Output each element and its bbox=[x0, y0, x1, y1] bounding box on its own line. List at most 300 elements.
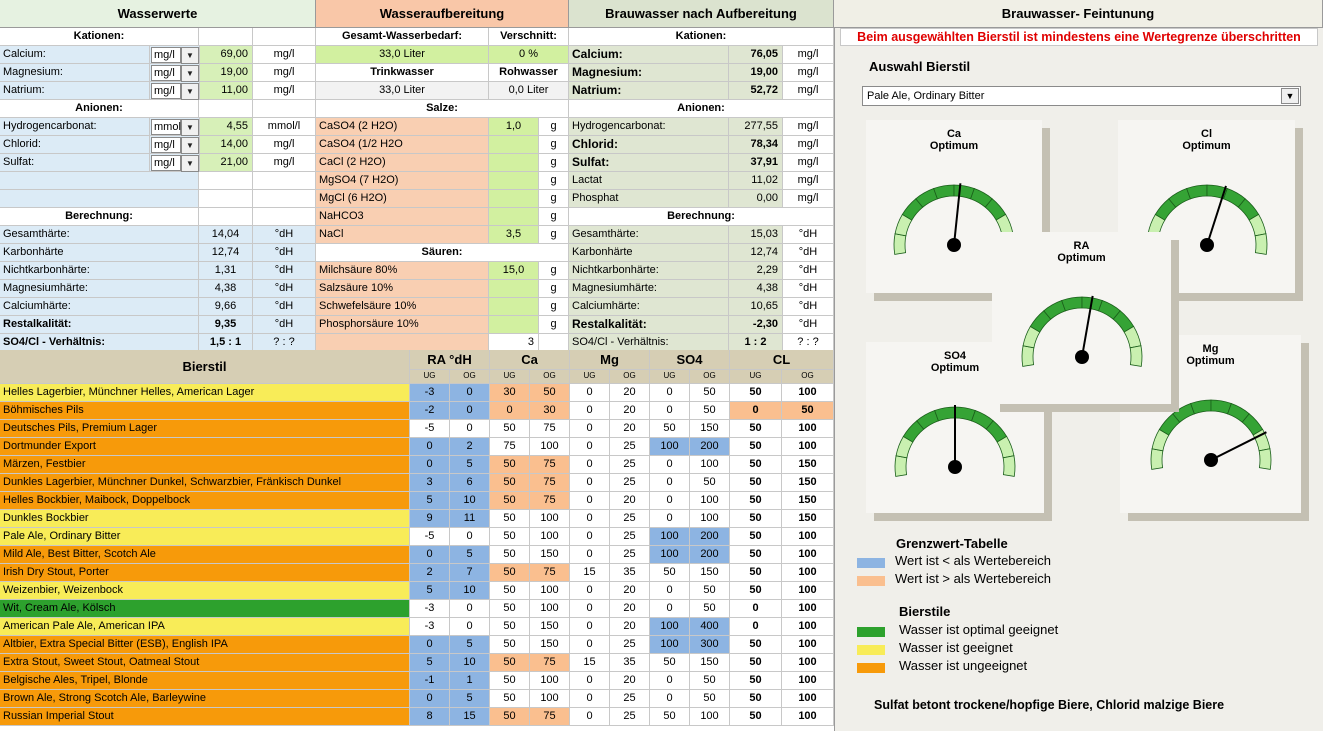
limit-cell: 0 bbox=[650, 456, 690, 474]
ww-cation-unit: mg/l bbox=[253, 64, 316, 82]
gauge-segment bbox=[1259, 449, 1271, 470]
limit-cell: 25 bbox=[610, 690, 650, 708]
ww-anion-unit-select[interactable]: mmol bbox=[151, 119, 181, 135]
ww-cation-unit-select[interactable]: mg/l bbox=[151, 83, 181, 99]
sub-header: UG bbox=[730, 370, 782, 384]
acid-name: Phosphorsäure 10% bbox=[316, 316, 489, 334]
ww-calc-unit: °dH bbox=[253, 280, 316, 298]
ww-cation-unit: mg/l bbox=[253, 82, 316, 100]
limit-cell: 9 bbox=[410, 510, 450, 528]
gauge-title bbox=[1118, 128, 1295, 152]
salt-amount-input[interactable]: 3,5 bbox=[489, 226, 539, 244]
limit-cell: 5 bbox=[410, 492, 450, 510]
ww-anion-value[interactable]: 21,00 bbox=[200, 154, 253, 172]
limit-cell: 50 bbox=[730, 438, 782, 456]
limit-cell: 11 bbox=[450, 510, 490, 528]
limit-cell: 75 bbox=[530, 492, 570, 510]
limit-cell: 50 bbox=[730, 474, 782, 492]
limit-cell: 100 bbox=[782, 600, 834, 618]
bierstil-row-name[interactable]: American Pale Ale, American IPA bbox=[0, 618, 410, 636]
limit-cell: 75 bbox=[490, 438, 530, 456]
salt-name: NaHCO3 bbox=[316, 208, 489, 226]
bierstil-row-name[interactable]: Helles Lagerbier, Münchner Helles, American Lager bbox=[0, 384, 410, 402]
limit-cell: 0 bbox=[410, 438, 450, 456]
rohwasser-label: Rohwasser bbox=[489, 64, 569, 82]
limit-cell: 50 bbox=[730, 690, 782, 708]
ww-calc-value: 12,74 bbox=[199, 244, 253, 262]
limit-cell: 0 bbox=[730, 402, 782, 420]
group-header: Mg bbox=[570, 350, 650, 370]
bw-so4cl-value: 1 : 2 bbox=[729, 334, 783, 352]
gauge-segment bbox=[1003, 456, 1015, 477]
legend-below-text: Wert ist < als Wertebereich bbox=[895, 553, 1051, 568]
limit-cell: 0 bbox=[450, 528, 490, 546]
limit-cell: 50 bbox=[730, 546, 782, 564]
ww-anion-value[interactable]: 4,55 bbox=[200, 118, 253, 136]
limit-cell: 50 bbox=[490, 600, 530, 618]
gauge-hub bbox=[1075, 350, 1089, 364]
salt-amount-input[interactable] bbox=[489, 154, 539, 172]
salt-amount-input[interactable] bbox=[489, 136, 539, 154]
limit-cell: 100 bbox=[650, 528, 690, 546]
limit-cell: 0 bbox=[410, 456, 450, 474]
limit-cell: 0 bbox=[570, 618, 610, 636]
limit-cell: 20 bbox=[610, 582, 650, 600]
acid-amount-input[interactable] bbox=[489, 298, 539, 316]
legend-above-swatch bbox=[857, 576, 885, 586]
limit-cell: 0 bbox=[650, 672, 690, 690]
limit-cell: 400 bbox=[690, 618, 730, 636]
limit-cell: 0 bbox=[490, 402, 530, 420]
salt-unit: g bbox=[539, 136, 569, 154]
limit-cell: 2 bbox=[450, 438, 490, 456]
ww-cation-value[interactable]: 11,00 bbox=[200, 82, 253, 100]
ww-cation-unit: mg/l bbox=[253, 46, 316, 64]
bierstil-row-name[interactable]: Russian Imperial Stout bbox=[0, 708, 410, 726]
bw-anion-unit: mg/l bbox=[783, 172, 834, 190]
gauge-segment bbox=[935, 407, 955, 421]
cell bbox=[253, 190, 316, 208]
bw-calc-name: Restalkalität: bbox=[569, 316, 729, 334]
acid-name: Salzsäure 10% bbox=[316, 280, 489, 298]
limit-cell: 50 bbox=[690, 384, 730, 402]
limit-cell: 6 bbox=[450, 474, 490, 492]
bw-calc-unit: °dH bbox=[783, 244, 834, 262]
bw-calc-name: Karbonhärte bbox=[569, 244, 729, 262]
bw-cation-unit: mg/l bbox=[783, 46, 834, 64]
chevron-down-icon[interactable]: ▼ bbox=[181, 119, 199, 136]
bw-calc-value: -2,30 bbox=[729, 316, 783, 334]
limit-cell: 50 bbox=[690, 600, 730, 618]
limit-cell: 50 bbox=[690, 474, 730, 492]
bw-calc-value: 4,38 bbox=[729, 280, 783, 298]
limit-cell: 15 bbox=[570, 564, 610, 582]
bw-anion-name: Lactat bbox=[569, 172, 729, 190]
ww-calc-unit: °dH bbox=[253, 316, 316, 334]
limit-cell: 75 bbox=[530, 474, 570, 492]
limit-cell: -3 bbox=[410, 384, 450, 402]
cell bbox=[199, 100, 253, 118]
limit-cell: 200 bbox=[690, 528, 730, 546]
ww-cation-unit-select[interactable]: mg/l bbox=[151, 47, 181, 63]
limit-cell: 100 bbox=[782, 420, 834, 438]
bierstil-row-name[interactable]: Dunkles Bockbier bbox=[0, 510, 410, 528]
acid-unit: g bbox=[539, 280, 569, 298]
limit-cell: -3 bbox=[410, 600, 450, 618]
cell bbox=[199, 28, 253, 46]
berechnung-label: Berechnung: bbox=[0, 208, 199, 226]
limit-cell: 0 bbox=[450, 420, 490, 438]
group-header: SO4 bbox=[650, 350, 730, 370]
limit-cell: 100 bbox=[690, 492, 730, 510]
limit-cell: 2 bbox=[410, 564, 450, 582]
limit-cell: 50 bbox=[730, 636, 782, 654]
bw-anion-unit: mg/l bbox=[783, 154, 834, 172]
limit-cell: 50 bbox=[650, 420, 690, 438]
limit-cell: 0 bbox=[570, 708, 610, 726]
bierstil-row-name[interactable]: Deutsches Pils, Premium Lager bbox=[0, 420, 410, 438]
limit-cell: 100 bbox=[690, 708, 730, 726]
cell bbox=[0, 172, 199, 190]
limit-cell: 5 bbox=[450, 690, 490, 708]
gauge-ra bbox=[992, 232, 1171, 404]
bierstil-header: Bierstil bbox=[0, 350, 410, 384]
bw-anion-name: Chlorid: bbox=[569, 136, 729, 154]
salt-unit: g bbox=[539, 118, 569, 136]
limit-cell: 100 bbox=[650, 546, 690, 564]
limit-cell: 0 bbox=[730, 600, 782, 618]
limit-cell: 100 bbox=[690, 456, 730, 474]
limit-cell: 0 bbox=[450, 618, 490, 636]
gauge-name: RA bbox=[1073, 240, 1090, 252]
limit-cell: 0 bbox=[570, 636, 610, 654]
bierstil-row-name[interactable]: Brown Ale, Strong Scotch Ale, Barleywine bbox=[0, 690, 410, 708]
salt-name: MgSO4 (7 H2O) bbox=[316, 172, 489, 190]
cell bbox=[199, 208, 253, 226]
limit-cell: 100 bbox=[650, 618, 690, 636]
chevron-down-icon[interactable]: ▼ bbox=[181, 137, 199, 154]
bw-berechnung-label: Berechnung: bbox=[569, 208, 834, 226]
ww-so4cl-value: 1,5 : 1 bbox=[199, 334, 253, 352]
bw-anionen-label: Anionen: bbox=[569, 100, 834, 118]
legend-optimal-text: Wasser ist optimal geeignet bbox=[899, 622, 1059, 637]
acid-amount-input[interactable]: 15,0 bbox=[489, 262, 539, 280]
limit-cell: 0 bbox=[410, 690, 450, 708]
limit-cell: 100 bbox=[782, 564, 834, 582]
cell bbox=[253, 28, 316, 46]
limit-cell: 10 bbox=[450, 654, 490, 672]
ww-anion-value[interactable]: 14,00 bbox=[200, 136, 253, 154]
limit-cell: 50 bbox=[730, 384, 782, 402]
limit-cell: 150 bbox=[530, 546, 570, 564]
chevron-down-icon[interactable]: ▼ bbox=[1281, 88, 1299, 104]
ww-anion-name: Chlorid: bbox=[0, 136, 150, 154]
salt-unit: g bbox=[539, 154, 569, 172]
acid-amount-input[interactable] bbox=[489, 280, 539, 298]
limit-cell: 100 bbox=[782, 528, 834, 546]
limit-cell: 0 bbox=[410, 636, 450, 654]
limit-cell: 0 bbox=[570, 492, 610, 510]
bierstil-row-name[interactable]: Extra Stout, Sweet Stout, Oatmeal Stout bbox=[0, 654, 410, 672]
bierstil-row-name[interactable]: Altbier, Extra Special Bitter (ESB), English IPA bbox=[0, 636, 410, 654]
limit-cell: -5 bbox=[410, 420, 450, 438]
limit-cell: 50 bbox=[690, 402, 730, 420]
salt-amount-input[interactable] bbox=[489, 190, 539, 208]
limit-cell: 0 bbox=[570, 672, 610, 690]
ww-anion-unit: mmol/l bbox=[253, 118, 316, 136]
bw-anion-name: Hydrogencarbonat: bbox=[569, 118, 729, 136]
limit-cell: 5 bbox=[410, 582, 450, 600]
bedarf-value[interactable]: 33,0 Liter bbox=[316, 46, 489, 64]
bw-cation-value: 19,00 bbox=[729, 64, 783, 82]
gauge-segment bbox=[1151, 449, 1163, 470]
limit-cell: 100 bbox=[782, 618, 834, 636]
limit-cell: 0 bbox=[730, 618, 782, 636]
limit-cell: 0 bbox=[570, 546, 610, 564]
salt-amount-input[interactable] bbox=[489, 208, 539, 226]
limit-cell: 25 bbox=[610, 636, 650, 654]
salt-unit: g bbox=[539, 208, 569, 226]
bw-anion-value: 277,55 bbox=[729, 118, 783, 136]
group-header: Ca bbox=[490, 350, 570, 370]
limit-cell: 50 bbox=[490, 582, 530, 600]
ww-anion-unit: mg/l bbox=[253, 154, 316, 172]
ww-cation-name: Calcium: bbox=[0, 46, 150, 64]
limit-cell: 0 bbox=[570, 582, 610, 600]
limit-cell: 8 bbox=[410, 708, 450, 726]
limit-cell: 100 bbox=[690, 510, 730, 528]
limit-cell: 100 bbox=[782, 384, 834, 402]
limit-cell: -3 bbox=[410, 618, 450, 636]
limit-cell: 100 bbox=[782, 672, 834, 690]
acid-name: Schwefelsäure 10% bbox=[316, 298, 489, 316]
bw-anion-value: 0,00 bbox=[729, 190, 783, 208]
salt-amount-input[interactable] bbox=[489, 172, 539, 190]
limit-cell: 100 bbox=[530, 600, 570, 618]
limit-cell: 0 bbox=[650, 384, 690, 402]
limit-cell: 0 bbox=[650, 690, 690, 708]
gauge-segment bbox=[934, 185, 954, 199]
bedarf-label: Gesamt-Wasserbedarf: bbox=[316, 28, 489, 46]
bierstil-row-name[interactable]: Pale Ale, Ordinary Bitter bbox=[0, 528, 410, 546]
bierstil-row-name[interactable]: Dortmunder Export bbox=[0, 438, 410, 456]
ww-so4cl-unit: ? : ? bbox=[253, 334, 316, 352]
bierstil-row-name[interactable]: Weizenbier, Weizenbock bbox=[0, 582, 410, 600]
limit-cell: 200 bbox=[690, 546, 730, 564]
chevron-down-icon[interactable]: ▼ bbox=[181, 47, 199, 64]
limit-cell: 50 bbox=[730, 456, 782, 474]
bierstil-row-name[interactable]: Märzen, Festbier bbox=[0, 456, 410, 474]
gauge-hub bbox=[1204, 453, 1218, 467]
ww-calc-name: Gesamthärte: bbox=[0, 226, 199, 244]
aufbereitung-last-value: 3 bbox=[489, 334, 539, 352]
acid-unit: g bbox=[539, 262, 569, 280]
limit-cell: 25 bbox=[610, 510, 650, 528]
sub-header: UG bbox=[490, 370, 530, 384]
legend-above-text: Wert ist > als Wertebereich bbox=[895, 571, 1051, 586]
limit-cell: 10 bbox=[450, 492, 490, 510]
limit-cell: 50 bbox=[782, 402, 834, 420]
limit-cell: 0 bbox=[570, 528, 610, 546]
bw-anion-unit: mg/l bbox=[783, 136, 834, 154]
bw-cation-value: 76,05 bbox=[729, 46, 783, 64]
cell bbox=[253, 208, 316, 226]
acid-unit: g bbox=[539, 298, 569, 316]
limit-cell: 50 bbox=[730, 528, 782, 546]
limit-cell: 50 bbox=[490, 690, 530, 708]
limit-cell: 200 bbox=[690, 438, 730, 456]
rohwasser-value: 0,0 Liter bbox=[489, 82, 569, 100]
limit-cell: 50 bbox=[530, 384, 570, 402]
anionen-label: Anionen: bbox=[0, 100, 199, 118]
limit-cell: 0 bbox=[570, 600, 610, 618]
verschnitt-value[interactable]: 0 % bbox=[489, 46, 569, 64]
bierstil-row-name[interactable]: Mild Ale, Best Bitter, Scotch Ale bbox=[0, 546, 410, 564]
bw-so4cl-name: SO4/Cl - Verhältnis: bbox=[569, 334, 729, 352]
ww-calc-value: 14,04 bbox=[199, 226, 253, 244]
ww-anion-name: Hydrogencarbonat: bbox=[0, 118, 150, 136]
salt-unit: g bbox=[539, 190, 569, 208]
ww-calc-name: Karbonhärte bbox=[0, 244, 199, 262]
legend-geeignet-swatch bbox=[857, 645, 885, 655]
chevron-down-icon[interactable]: ▼ bbox=[181, 83, 199, 100]
bierstil-row-name[interactable]: Belgische Ales, Tripel, Blonde bbox=[0, 672, 410, 690]
limit-cell: 0 bbox=[650, 582, 690, 600]
chevron-down-icon[interactable]: ▼ bbox=[181, 155, 199, 172]
kationen-label: Kationen: bbox=[0, 28, 199, 46]
bw-calc-unit: °dH bbox=[783, 298, 834, 316]
legend-ungeeignet-text: Wasser ist ungeeignet bbox=[899, 658, 1028, 673]
limit-cell: 0 bbox=[450, 600, 490, 618]
limit-cell: 0 bbox=[650, 474, 690, 492]
ww-anion-unit-select[interactable]: mg/l bbox=[151, 155, 181, 171]
bierstil-row-name[interactable]: Wit, Cream Ale, Kölsch bbox=[0, 600, 410, 618]
ww-anion-name: Sulfat: bbox=[0, 154, 150, 172]
limit-cell: 30 bbox=[530, 402, 570, 420]
gauge-segment bbox=[1255, 234, 1267, 255]
limit-cell: 150 bbox=[530, 636, 570, 654]
gauge-title bbox=[992, 240, 1171, 264]
limit-cell: 150 bbox=[690, 564, 730, 582]
bierstil-select-value: Pale Ale, Ordinary Bitter bbox=[867, 90, 985, 102]
acid-unit: g bbox=[539, 316, 569, 334]
trinkwasser-label: Trinkwasser bbox=[316, 64, 489, 82]
limit-cell: 50 bbox=[730, 510, 782, 528]
trinkwasser-value: 33,0 Liter bbox=[316, 82, 489, 100]
limit-cell: 150 bbox=[690, 654, 730, 672]
gauge-name: Cl bbox=[1201, 128, 1212, 140]
legend-geeignet-text: Wasser ist geeignet bbox=[899, 640, 1013, 655]
salt-amount-input[interactable]: 1,0 bbox=[489, 118, 539, 136]
limit-cell: 50 bbox=[690, 582, 730, 600]
limit-cell: 0 bbox=[570, 474, 610, 492]
cell bbox=[199, 172, 253, 190]
ww-cation-name: Magnesium: bbox=[0, 64, 150, 82]
header-wasserwerte: Wasserwerte bbox=[0, 0, 316, 28]
limit-cell: 15 bbox=[570, 654, 610, 672]
bw-calc-value: 15,03 bbox=[729, 226, 783, 244]
gauge-segment bbox=[894, 234, 906, 255]
bw-anion-unit: mg/l bbox=[783, 118, 834, 136]
bierstile-title: Bierstile bbox=[899, 604, 951, 619]
limit-cell: 0 bbox=[450, 384, 490, 402]
salt-unit: g bbox=[539, 226, 569, 244]
bierstil-row-name[interactable]: Helles Bockbier, Maibock, Doppelbock bbox=[0, 492, 410, 510]
ww-cation-name: Natrium: bbox=[0, 82, 150, 100]
auswahl-bierstil-label: Auswahl Bierstil bbox=[869, 59, 971, 74]
limit-cell: 50 bbox=[730, 564, 782, 582]
ww-calc-name: Magnesiumhärte: bbox=[0, 280, 199, 298]
limit-cell: 50 bbox=[730, 654, 782, 672]
limit-cell: 0 bbox=[570, 456, 610, 474]
bw-calc-value: 12,74 bbox=[729, 244, 783, 262]
limit-cell: 75 bbox=[530, 456, 570, 474]
ww-cation-value[interactable]: 19,00 bbox=[200, 64, 253, 82]
salt-name: NaCl bbox=[316, 226, 489, 244]
limit-cell: 50 bbox=[490, 492, 530, 510]
gauge-segment bbox=[1186, 185, 1206, 199]
limit-cell: 100 bbox=[782, 654, 834, 672]
limit-cell: 100 bbox=[782, 690, 834, 708]
bierstil-row-name[interactable]: Dunkles Lagerbier, Münchner Dunkel, Schwarzbier, Fränkisch Dunkel bbox=[0, 474, 410, 492]
limit-cell: 50 bbox=[490, 672, 530, 690]
limit-cell: 50 bbox=[690, 690, 730, 708]
limit-cell: 50 bbox=[730, 582, 782, 600]
limit-cell: 1 bbox=[450, 672, 490, 690]
acid-amount-input[interactable] bbox=[489, 316, 539, 334]
limit-cell: 25 bbox=[610, 438, 650, 456]
bw-calc-unit: °dH bbox=[783, 316, 834, 334]
bierstil-select[interactable] bbox=[862, 86, 1301, 106]
limit-cell: 100 bbox=[782, 636, 834, 654]
limit-cell: 20 bbox=[610, 600, 650, 618]
limit-cell: 75 bbox=[530, 708, 570, 726]
limit-cell: 5 bbox=[410, 654, 450, 672]
limit-cell: 150 bbox=[782, 492, 834, 510]
limit-cell: -5 bbox=[410, 528, 450, 546]
limit-cell: 100 bbox=[782, 708, 834, 726]
limit-cell: 100 bbox=[782, 546, 834, 564]
sub-header: OG bbox=[530, 370, 570, 384]
bierstil-row-name[interactable]: Böhmisches Pils bbox=[0, 402, 410, 420]
bw-calc-name: Magnesiumhärte: bbox=[569, 280, 729, 298]
limit-cell: 25 bbox=[610, 474, 650, 492]
sub-header: OG bbox=[690, 370, 730, 384]
legend-optimal-swatch bbox=[857, 627, 885, 637]
limit-cell: 20 bbox=[610, 672, 650, 690]
limit-cell: -2 bbox=[410, 402, 450, 420]
ww-cation-unit-select[interactable]: mg/l bbox=[151, 65, 181, 81]
gauge-name: Ca bbox=[946, 128, 962, 140]
ww-anion-unit-select[interactable]: mg/l bbox=[151, 137, 181, 153]
ww-cation-value[interactable]: 69,00 bbox=[200, 46, 253, 64]
limit-cell: 0 bbox=[570, 384, 610, 402]
bw-calc-unit: °dH bbox=[783, 262, 834, 280]
chevron-down-icon[interactable]: ▼ bbox=[181, 65, 199, 82]
limit-cell: 0 bbox=[650, 402, 690, 420]
limit-cell: 0 bbox=[570, 690, 610, 708]
ww-calc-value: 9,66 bbox=[199, 298, 253, 316]
limit-cell: 50 bbox=[490, 618, 530, 636]
salt-name: CaCl (2 H2O) bbox=[316, 154, 489, 172]
limit-cell: 0 bbox=[410, 546, 450, 564]
bw-kationen-label: Kationen: bbox=[569, 28, 834, 46]
sub-header: UG bbox=[570, 370, 610, 384]
limit-cell: 150 bbox=[782, 474, 834, 492]
bierstil-row-name[interactable]: Irish Dry Stout, Porter bbox=[0, 564, 410, 582]
limit-cell: 50 bbox=[490, 510, 530, 528]
group-header: CL bbox=[730, 350, 834, 370]
